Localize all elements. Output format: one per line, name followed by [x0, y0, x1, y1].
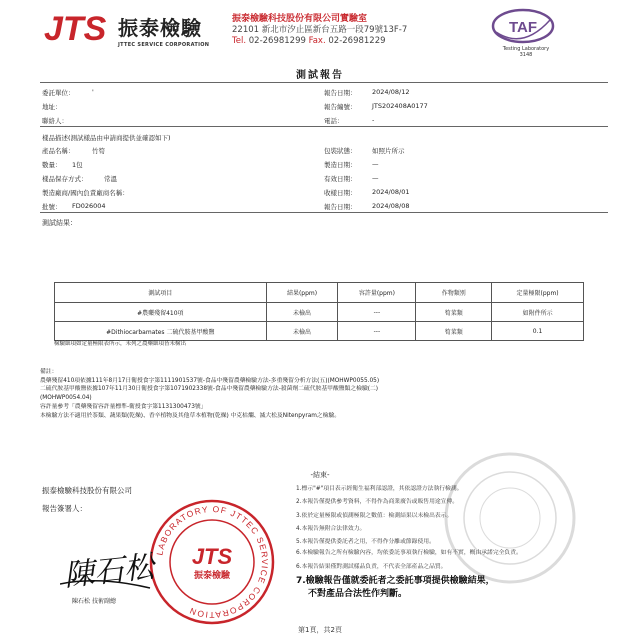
logo-text	[118, 12, 209, 48]
svg-text:陳石松: 陳石松	[62, 549, 156, 594]
svg-text:振泰檢驗: 振泰檢驗	[193, 571, 231, 581]
batch-label: 批號：	[42, 203, 62, 211]
table-row	[55, 303, 584, 322]
taf-number: 3148	[519, 52, 533, 58]
test-date-value: 2024/08/08	[372, 202, 410, 210]
report-header	[0, 0, 640, 62]
company-name: 振泰檢驗科技股份有限公司實驗室	[232, 14, 368, 24]
exp-date-label: 有效日期：	[324, 175, 357, 183]
signer-name-title	[72, 596, 116, 605]
tel-value: 02-26981299	[248, 36, 306, 46]
cell-crop-type: 筍菜類	[416, 303, 492, 322]
col-header-test-item: 測試項目	[55, 283, 267, 303]
col-header-tolerance: 容許量(ppm)	[338, 283, 416, 303]
report-no-label: 報告編號：	[324, 103, 357, 111]
col-header-result: 結果(ppm)	[266, 283, 338, 303]
exp-date-value: —	[372, 174, 379, 182]
report-date-value: 2024/08/12	[372, 88, 410, 96]
signer-label: 報告簽署人：	[42, 504, 87, 513]
phone-label: 電話：	[324, 117, 344, 125]
fax-label: Fax.	[308, 36, 326, 46]
product-name-label: 產品名稱：	[42, 147, 75, 155]
notes-line: 本檢驗方法不適用於茶類、蔬果類(乾燥)、香辛植物及其他草本植物(乾燥) 中克枯爛、滅大松及Nitenpyram之檢驗。	[40, 412, 341, 419]
disclaimer-line: 6.本報告結果僅對測試樣品負責，不代表全部產品之品質。	[296, 564, 447, 571]
cell-tolerance: ---	[338, 303, 416, 322]
disclaimer-line-emphasis: 不對產品合法性作判斷。	[308, 588, 408, 599]
taf-caption	[496, 46, 556, 58]
svg-text:JTS: JTS	[44, 10, 107, 45]
fax-value: 02-26981229	[328, 36, 386, 46]
table-footnote: 檢驗細項如定量極限表所示，未列之農藥細項皆未檢出	[54, 341, 187, 347]
mfg-date-value: —	[372, 160, 379, 168]
notes-line: (MOHWP0054.04)	[40, 395, 92, 402]
address-label: 地址：	[42, 103, 62, 111]
cell-loq: 0.1	[492, 322, 584, 341]
cell-crop-type: 筍菜類	[416, 322, 492, 341]
cell-test-item: #農藥殘留410項	[55, 303, 267, 322]
company-phone-fax	[232, 36, 407, 47]
logo-chinese-name: 振泰檢驗	[118, 16, 202, 40]
quantity-value: 1包	[72, 161, 83, 169]
info-divider	[40, 126, 608, 127]
disclaimer-line: 4.本報告無附合法律效力。	[296, 525, 366, 532]
package-value: 如照片所示	[372, 147, 405, 155]
disclaimer-line: 6.本檢驗報告之所有檢驗內容，均依委託事項執行檢驗，如有不實，概由承諾完全負責。	[296, 550, 522, 557]
sample-divider	[40, 212, 608, 213]
disclaimer-line: 3.依於定量極限或偵測極限之數值：檢測結果以未檢出表示。	[296, 512, 453, 519]
storage-label: 樣品保存方式：	[42, 175, 88, 183]
title-divider	[40, 82, 608, 83]
report-date-label: 報告日期：	[324, 89, 357, 97]
mfg-date-label: 製造日期：	[324, 161, 357, 169]
batch-value: FD026004	[72, 202, 106, 210]
received-date-value: 2024/08/01	[372, 188, 410, 196]
svg-text:JTS: JTS	[191, 544, 233, 569]
product-name-value: 竹筍	[92, 147, 105, 155]
disclaimer-line-emphasis: 7.檢驗報告僅就委託者之委託事項提供檢驗結果，	[296, 575, 495, 586]
sample-heading: 樣品描述(測試樣品由申請商提供並確認如下)	[42, 134, 171, 142]
cell-result: 未檢出	[266, 322, 338, 341]
results-label: 測試結果：	[42, 219, 77, 227]
handwritten-signature-icon	[60, 540, 180, 594]
tel-label: Tel.	[232, 36, 247, 46]
cell-result: 未檢出	[266, 303, 338, 322]
client-value: '	[92, 88, 94, 96]
cell-loq: 如附件所示	[492, 303, 584, 322]
notes-section	[40, 368, 610, 420]
disclaimer-line: 1.標示"#"項目表示經衛生福利部認證，其依認證方法執行檢測。	[296, 486, 463, 492]
cell-test-item: #Dithiocarbamates 二硫代胺基甲酸鹽	[55, 322, 267, 341]
disclaimer-line: 5.本報告僅提供委託者之用，不得作分離或節錄使用。	[296, 539, 435, 546]
page-number: 第1頁，共2頁	[298, 626, 342, 634]
notes-heading: 備註：	[40, 369, 58, 375]
test-date-label: 報告日期：	[324, 203, 357, 211]
svg-text:LABORATORY OF JTTEC SERVICE CO: LABORATORY OF JTTEC SERVICE CORPORATION	[154, 503, 271, 621]
company-address: 22101 新北市汐止區新台五路一段79號13F-7	[232, 25, 408, 35]
quantity-label: 數量：	[42, 161, 62, 169]
company-info	[232, 14, 407, 47]
results-table	[54, 282, 584, 341]
contact-label: 聯絡人：	[42, 117, 68, 125]
taf-caption-text: Testing Laboratory	[502, 46, 550, 52]
notes-line: 二硫代胺基甲酸鹽依據107年11月30日衛授食字第1071902338號-食品中殘留農藥檢驗方法-殺菌劑二硫代胺基甲酸鹽類之檢驗(二)	[40, 386, 379, 393]
end-marker: -結束-	[310, 471, 330, 479]
notes-line: 農藥殘留410項依據111年8月17日衛授食字第1111901537號-食品中殘留農藥檢驗方法-多重殘留分析方法(五)(MOHWP0055.05)	[40, 377, 380, 384]
report-no-value: JTS202408A0177	[372, 102, 428, 110]
col-header-loq: 定量極限(ppm)	[492, 283, 584, 303]
storage-value: 常溫	[104, 175, 117, 183]
disclaimer-notes	[296, 483, 616, 601]
col-header-crop-type: 作物類別	[416, 283, 492, 303]
signer-title: 技術副總	[91, 598, 116, 605]
report-title: 測試報告	[296, 70, 344, 81]
logo-english-name: JTTEC SERVICE CORPORATION	[118, 42, 210, 48]
signer-company: 振泰檢驗科技股份有限公司	[42, 486, 132, 495]
received-date-label: 收樣日期：	[324, 189, 357, 197]
disclaimer-line: 2.本報告僅提供參考資料，不得作為商業廣告或販售用途宣傳。	[296, 499, 459, 506]
svg-text:TAF: TAF	[508, 19, 538, 36]
signer-name: 陳石松	[72, 598, 91, 605]
client-label: 委託單位：	[42, 89, 75, 97]
notes-line: 容許量參考「農藥殘留容許量標準-衛授食字第1131300473號」	[40, 403, 207, 410]
table-row	[55, 322, 584, 341]
maker-label: 製造廠商/國內負責廠商名稱：	[42, 189, 129, 197]
table-header-row	[55, 283, 584, 303]
phone-value: -	[372, 116, 375, 124]
cell-tolerance: ---	[338, 322, 416, 341]
package-label: 包裝狀態：	[324, 147, 357, 155]
jts-logo-icon	[42, 9, 114, 45]
